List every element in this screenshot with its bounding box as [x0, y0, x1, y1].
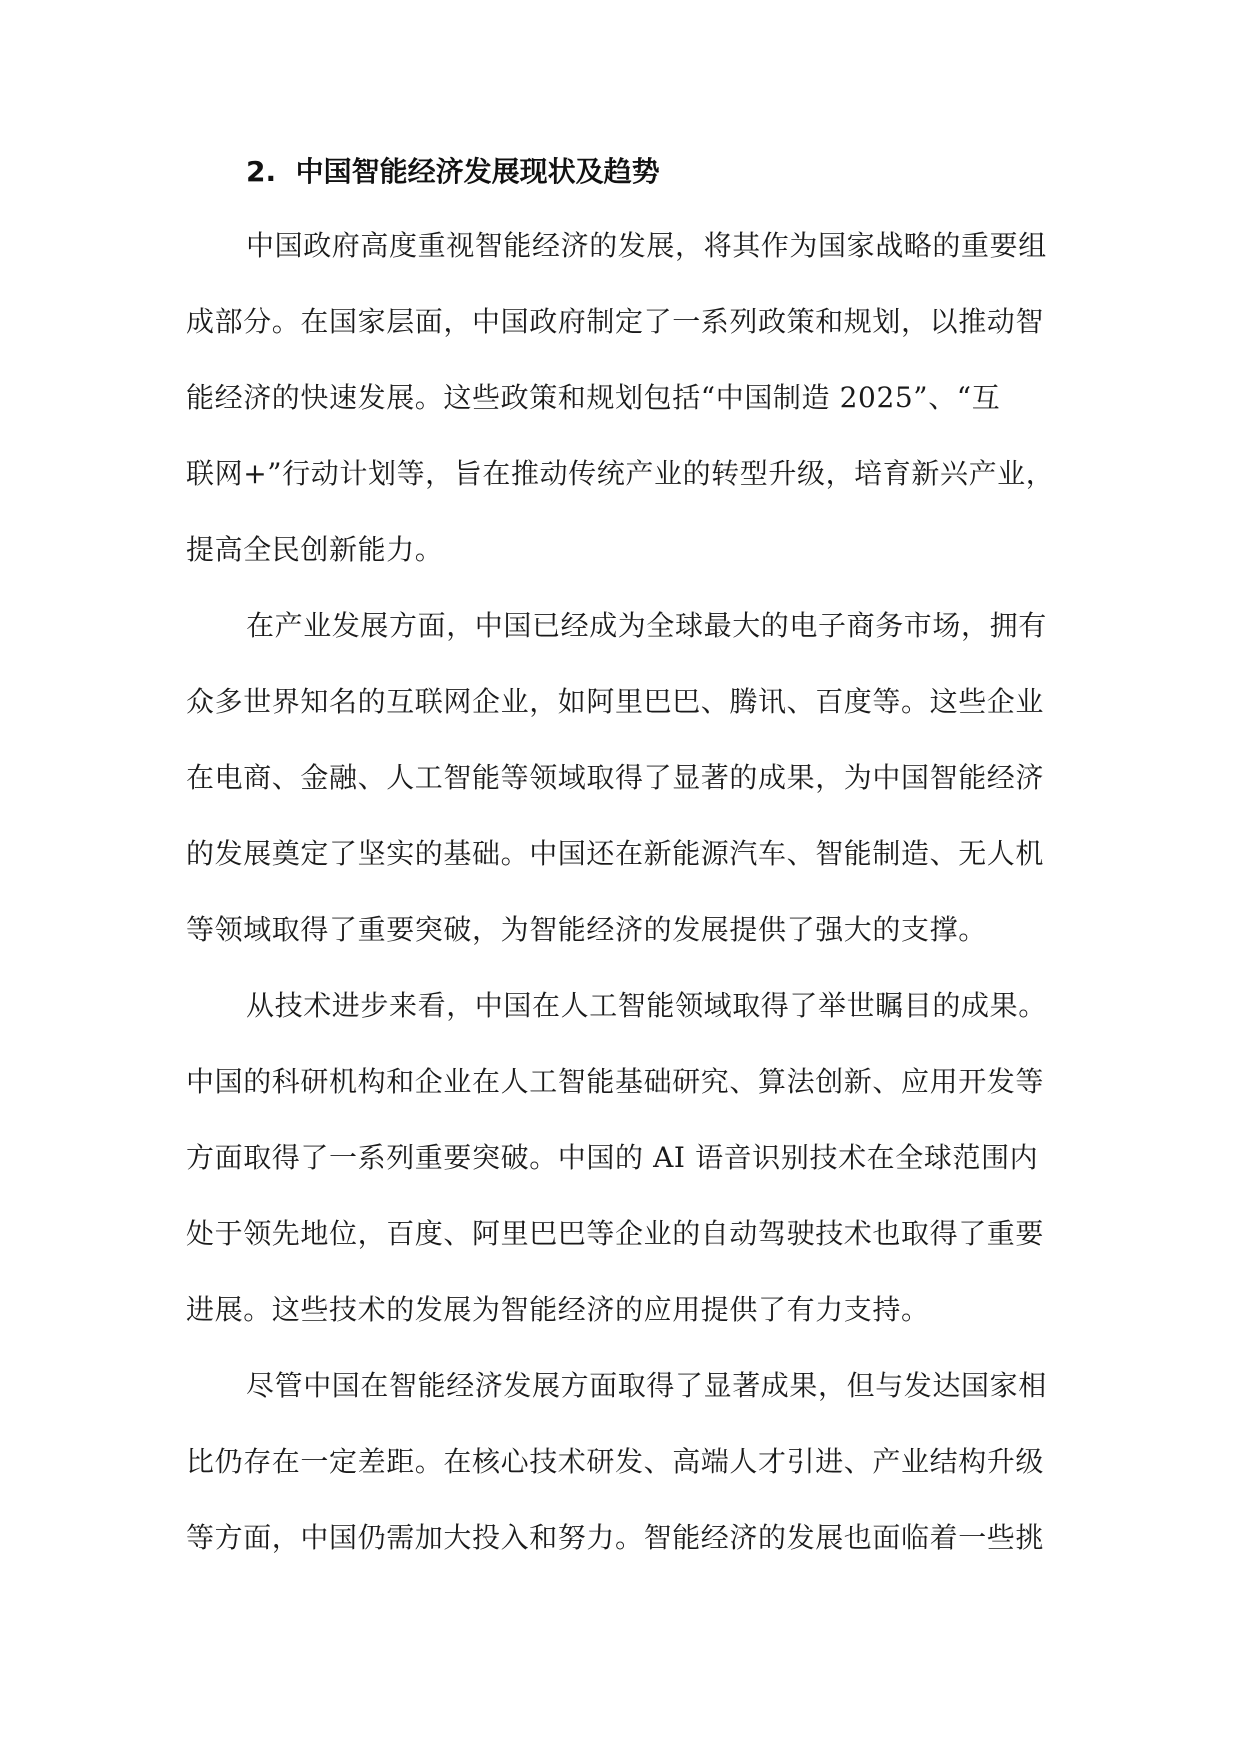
paragraph-industry: [186, 588, 1066, 968]
text-line: 联网+”行动计划等，旨在推动传统产业的转型升级，培育新兴产业，: [186, 457, 1055, 490]
section-number: 2.: [246, 155, 277, 188]
text-line: 在电商、金融、人工智能等领域取得了显著的成果，为中国智能经济: [186, 761, 1045, 794]
text-line: 在产业发展方面，中国已经成为全球最大的电子商务市场，拥有: [246, 609, 1047, 642]
paragraph-challenges: [186, 1348, 1066, 1576]
text-line: 提高全民创新能力。: [186, 533, 444, 566]
text-line: 中国的科研机构和企业在人工智能基础研究、算法创新、应用开发等: [186, 1065, 1045, 1098]
text-line: 成部分。在国家层面，中国政府制定了一系列政策和规划，以推动智: [186, 305, 1045, 338]
text-line: 尽管中国在智能经济发展方面取得了显著成果，但与发达国家相: [246, 1369, 1047, 1402]
text-line: 方面取得了一系列重要突破。中国的 AI 语音识别技术在全球范围内: [186, 1141, 1039, 1174]
text-line: 处于领先地位，百度、阿里巴巴等企业的自动驾驶技术也取得了重要: [186, 1217, 1045, 1250]
text-line: 从技术进步来看，中国在人工智能领域取得了举世瞩目的成果。: [246, 989, 1047, 1022]
text-line: 等领域取得了重要突破，为智能经济的发展提供了强大的支撑。: [186, 913, 987, 946]
text-line: 众多世界知名的互联网企业，如阿里巴巴、腾讯、百度等。这些企业: [186, 685, 1045, 718]
section-heading: [246, 150, 660, 194]
text-line: 的发展奠定了坚实的基础。中国还在新能源汽车、智能制造、无人机: [186, 837, 1045, 870]
text-line: 比仍存在一定差距。在核心技术研发、高端人才引进、产业结构升级: [186, 1445, 1045, 1478]
paragraph-policy: [186, 208, 1066, 588]
text-line: 进展。这些技术的发展为智能经济的应用提供了有力支持。: [186, 1293, 930, 1326]
paragraph-technology: [186, 968, 1066, 1348]
section-title: 中国智能经济发展现状及趋势: [295, 155, 660, 188]
body-text: [186, 208, 1066, 1576]
text-line: 能经济的快速发展。这些政策和规划包括“中国制造 2025”、“互: [186, 381, 1001, 414]
text-line: 等方面，中国仍需加大投入和努力。智能经济的发展也面临着一些挑: [186, 1521, 1045, 1554]
text-line: 中国政府高度重视智能经济的发展，将其作为国家战略的重要组: [246, 229, 1047, 262]
